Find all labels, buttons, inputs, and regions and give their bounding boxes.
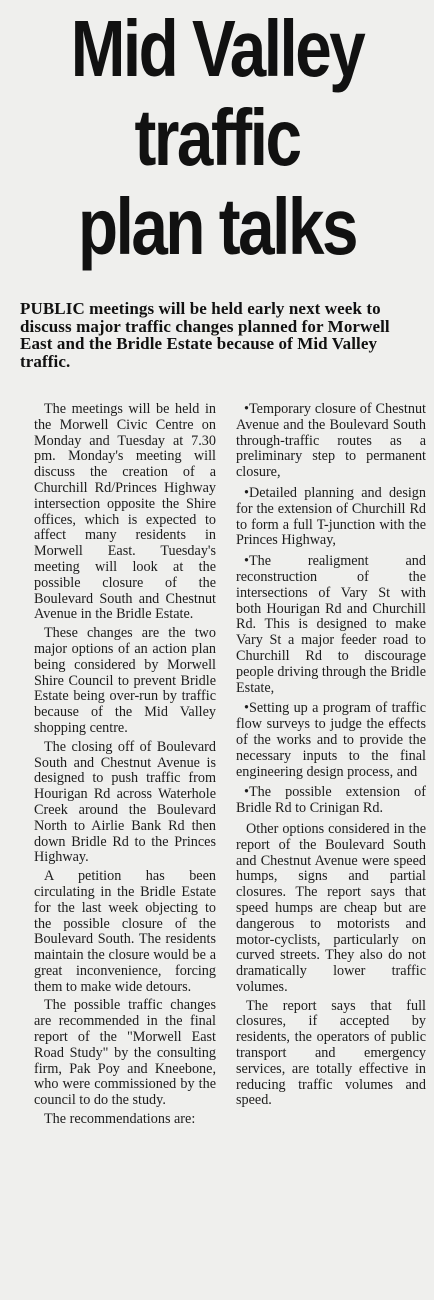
paragraph: The report says that full closures, if accepted by residents, the operators of public transport and emergency services, are totally effective in reducing traffic volumes and speed. xyxy=(236,997,426,1109)
paragraph: The recommendations are: xyxy=(44,1111,196,1128)
paragraph: These changes are the two major options of an action plan being considered by Morwell Shire Council to prevent Bridle Estate being over-run by traffic because of the Mid Valley shopping centre. xyxy=(34,625,216,736)
headline-line: traffic xyxy=(134,93,300,182)
standfirst: PUBLIC meetings will be held early next week to discuss major traffic changes planned for Morwell East and the Bridle Estate because of Mid Valley traffic. xyxy=(20,299,390,371)
right-column xyxy=(236,402,426,1112)
paragraph: The meetings will be held in the Morwell Civic Centre on Monday and Tuesday at 7.30 pm. Monday's meeting will discuss the creation of a Churchill Rd/Princes Highway intersection opposite the Shire offices, which is expected to affect many residents in Morwell East. Tuesday's meeting will look at the possible closure of the Boulevard South and Chestnut Avenue in the Bridle Estate. xyxy=(34,401,216,623)
bullet-item: •The realigment and reconstruction of the intersections of Vary St with both Hourigan Rd and Churchill Rd. This is designed to make Vary St a major feeder road to Churchill Rd to discourage people driving through the Bridle Estate, xyxy=(236,553,426,696)
paragraph: A petition has been circulating in the Bridle Estate for the last week objecting to the possible closure of the Boulevard South. The residents maintain the closure would be a great inconvenience, forcing them to make wide detours. xyxy=(34,868,216,995)
headline-line: Mid Valley xyxy=(70,4,364,93)
paragraph: The closing off of Boulevard South and Chestnut Avenue is designed to push traffic from Hourigan Rd across Waterhole Creek around the Boulevard North to Airlie Bank Rd then down Bridle Rd to the Princes Highway. xyxy=(34,738,216,866)
bullet-item: •Setting up a program of traffic flow surveys to judge the effects of the works and to provide the necessary inputs to the final engineering design process, and xyxy=(236,700,426,780)
paragraph: Other options considered in the report of the Boulevard South and Chestnut Avenue were speed humps, signs and partial closures. The report says that speed humps are cheap but are dangerous to motorists and motor-cyclists, particularly on curved streets. They also do not dramatically lower traffic volumes. xyxy=(236,820,426,995)
left-column xyxy=(34,402,216,1131)
headline-line: plan talks xyxy=(77,182,357,271)
bullet-item: •Detailed planning and design for the extension of Churchill Rd to form a full T-junction with the Princes Highway, xyxy=(236,484,426,549)
paragraph: The possible traffic changes are recommended in the final report of the "Morwell East Road Study" by the consulting firm, Pak Poy and Kneebone, who were commissioned by the council to do the study. xyxy=(34,997,216,1109)
bullet-item: •The possible extension of Bridle Rd to Crinigan Rd. xyxy=(236,784,426,817)
headline xyxy=(46,4,389,271)
bullet-item: •Temporary closure of Chestnut Avenue and the Boulevard South through-traffic routes as a preliminary step to permanent closure, xyxy=(236,401,426,481)
